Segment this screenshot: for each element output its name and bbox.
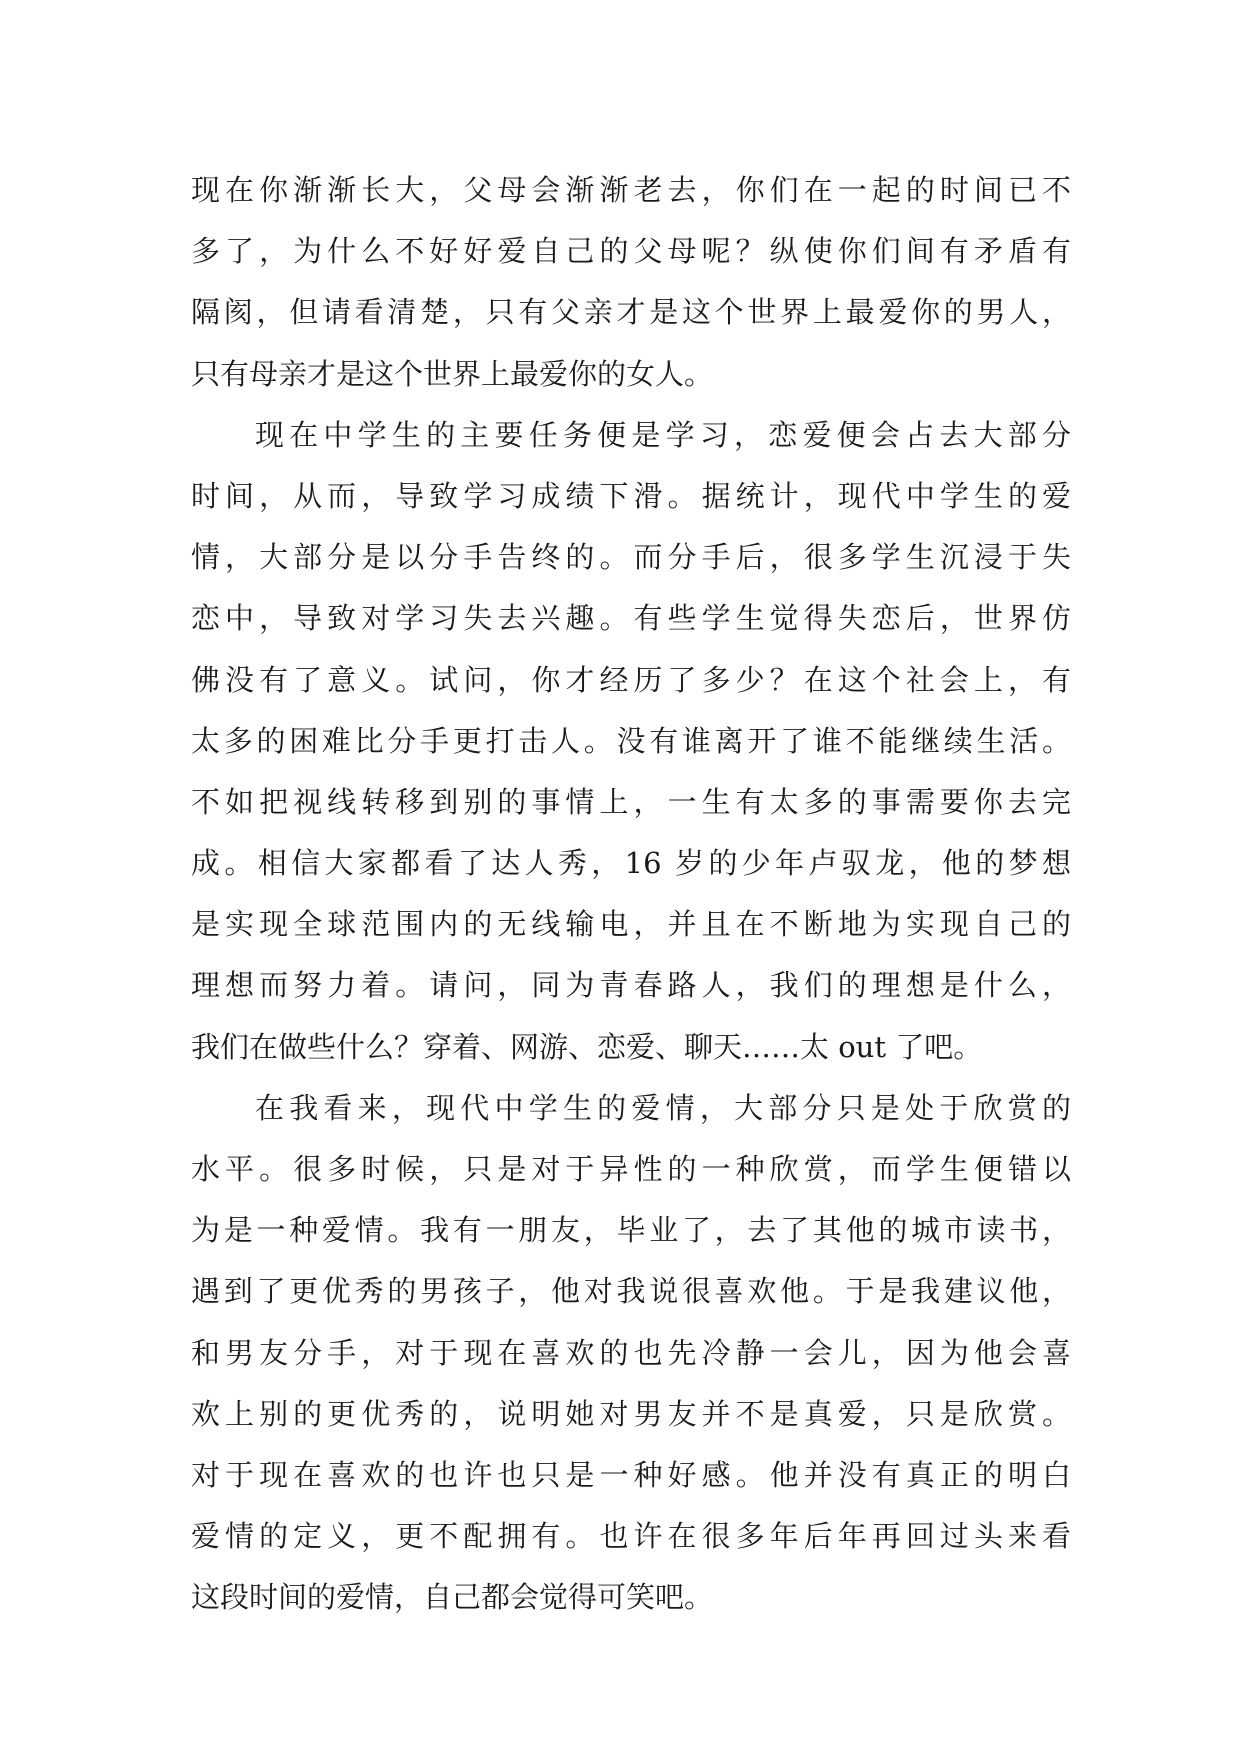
text-line: 爱情的定义，更不配拥有。也许在很多年后年再回过头来看 xyxy=(191,1519,1071,1554)
text-line: 理想而努力着。请问，同为青春路人，我们的理想是什么， xyxy=(191,968,1071,1003)
text-line: 现在你渐渐长大，父母会渐渐老去，你们在一起的时间已不 xyxy=(191,173,1071,207)
text-line: 水平。很多时候，只是对于异性的一种欣赏，而学生便错以 xyxy=(191,1152,1071,1186)
text-line: 成。相信大家都看了达人秀，16 岁的少年卢驭龙，他的梦想 xyxy=(191,846,1071,881)
text-line: 我们在做些什么？穿着、网游、恋爱、聊天……太 out 了吧。 xyxy=(191,1029,983,1064)
text-line: 时间，从而，导致学习成绩下滑。据统计，现代中学生的爱 xyxy=(191,478,1071,513)
paragraph-3 xyxy=(191,1078,1071,1629)
text-line: 现在中学生的主要任务便是学习，恋爱便会占去大部分 xyxy=(255,417,1071,452)
text-line: 欢上别的更优秀的，说明她对男友并不是真爱，只是欣赏。 xyxy=(191,1396,1071,1431)
text-line: 遇到了更优秀的男孩子，他对我说很喜欢他。于是我建议他， xyxy=(191,1274,1071,1309)
paragraph-2 xyxy=(191,405,1071,1078)
text-line: 和男友分手，对于现在喜欢的也先冷静一会儿，因为他会喜 xyxy=(191,1335,1071,1370)
text-line: 恋中，导致对学习失去兴趣。有些学生觉得失恋后，世界仿 xyxy=(191,601,1071,636)
text-line: 只有母亲才是这个世界上最爱你的女人。 xyxy=(191,356,714,391)
text-line: 这段时间的爱情，自己都会觉得可笑吧。 xyxy=(191,1580,714,1615)
text-line: 在我看来，现代中学生的爱情，大部分只是处于欣赏的 xyxy=(255,1090,1071,1125)
text-line: 情，大部分是以分手告终的。而分手后，很多学生沉浸于失 xyxy=(191,540,1071,575)
text-line: 对于现在喜欢的也许也只是一种好感。他并没有真正的明白 xyxy=(191,1457,1071,1492)
text-line: 太多的困难比分手更打击人。没有谁离开了谁不能继续生活。 xyxy=(191,723,1071,758)
text-line: 不如把视线转移到别的事情上，一生有太多的事需要你去完 xyxy=(191,784,1071,819)
text-line: 是实现全球范围内的无线输电，并且在不断地为实现自己的 xyxy=(191,907,1071,942)
text-line: 为是一种爱情。我有一朋友，毕业了，去了其他的城市读书， xyxy=(191,1213,1071,1248)
text-line: 多了，为什么不好好爱自己的父母呢？纵使你们间有矛盾有 xyxy=(191,234,1071,269)
paragraph-1 xyxy=(191,160,1071,405)
text-line: 佛没有了意义。试问，你才经历了多少？在这个社会上，有 xyxy=(191,662,1071,697)
body-text xyxy=(191,160,1071,1629)
text-line: 隔阂，但请看清楚，只有父亲才是这个世界上最爱你的男人， xyxy=(191,295,1071,330)
